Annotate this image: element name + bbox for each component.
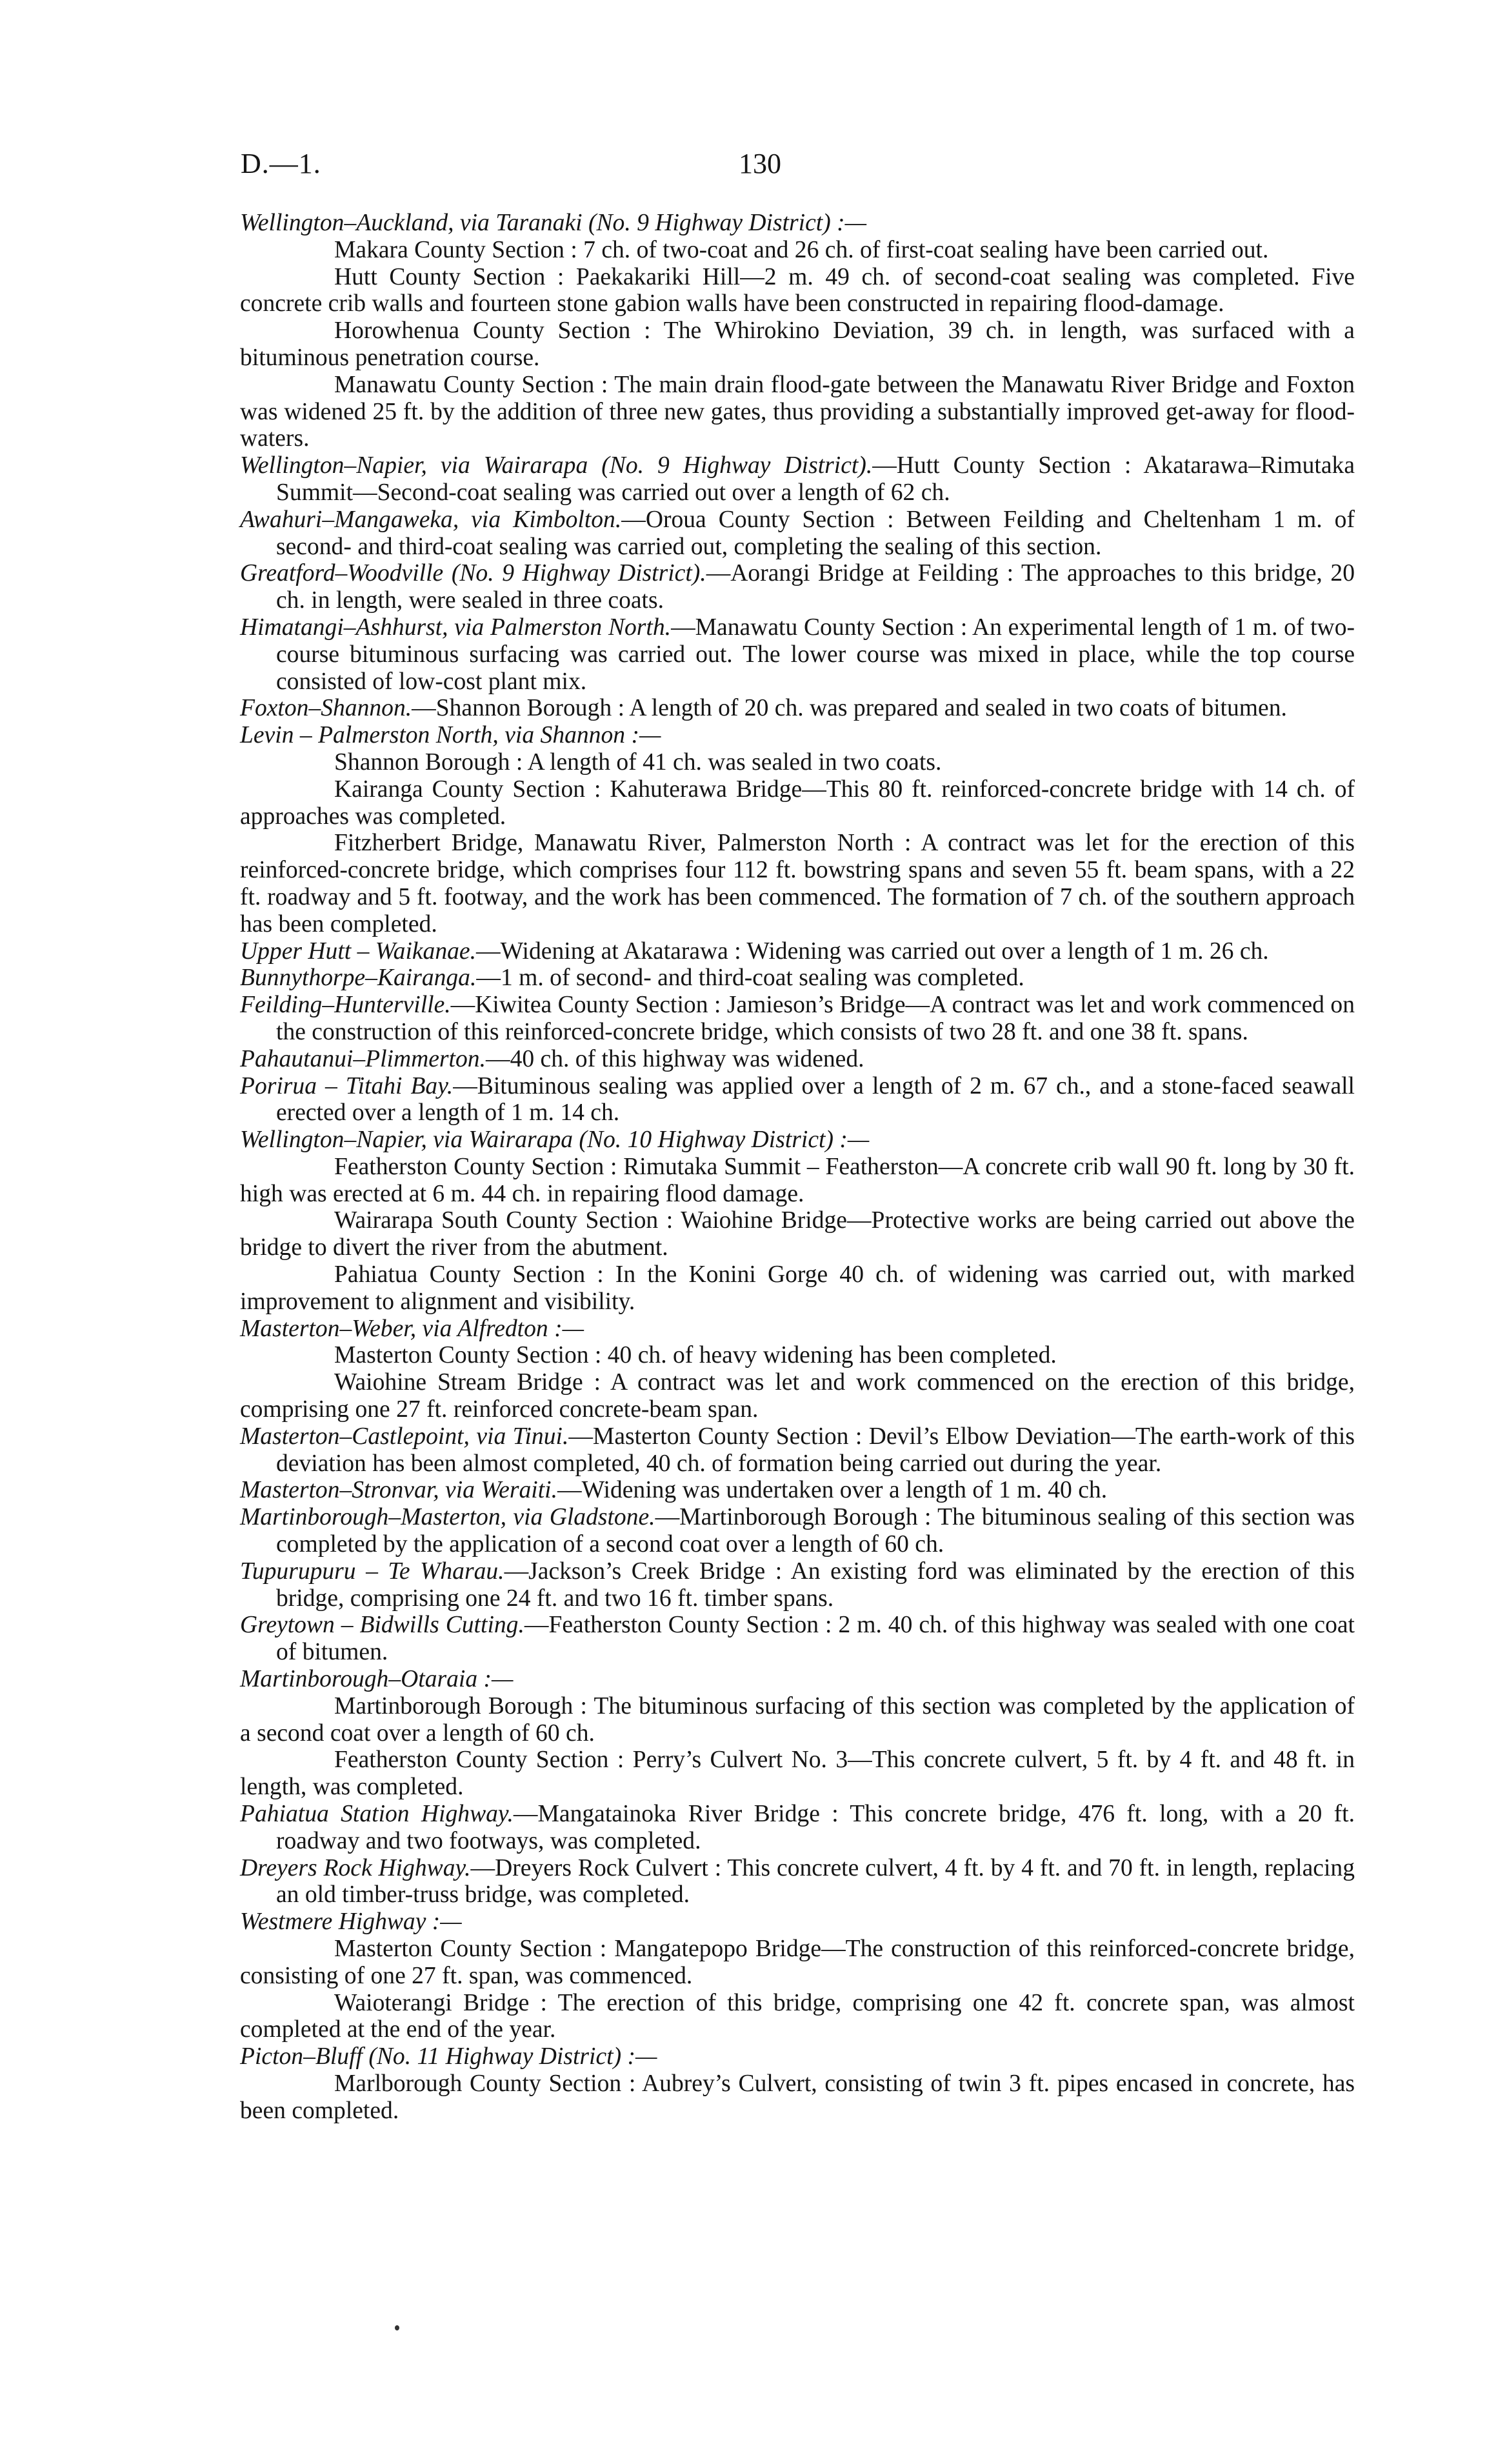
paragraph: Waiohine Stream Bridge : A contract was let and work commenced on the erection of this bridge, comprising one 27 ft. reinforced concrete-beam span.: [240, 1369, 1355, 1423]
entry-title: Feilding–Hunterville.: [240, 992, 451, 1019]
highway-entry: [240, 560, 1355, 614]
paragraph: Manawatu County Section : The main drain flood-gate between the Manawatu River Bridge and Foxton was widened 25 ft. by the addition of three new gates, thus providing a substantially improved get-away for flood-waters.: [240, 371, 1355, 452]
highway-entry: [240, 1423, 1355, 1477]
section-heading: Masterton–Weber, via Alfredton :—: [240, 1315, 584, 1342]
paragraph: Hutt County Section : Paekakariki Hill—2 m. 49 ch. of second-coat sealing was completed. Five concrete crib walls and fourteen stone gabion walls have been constructed in repairing flood-damage.: [240, 263, 1355, 317]
highway-entry: [240, 992, 1355, 1046]
entry-text: —40 ch. of this highway was widened.: [485, 1045, 864, 1072]
entry-title: Bunnythorpe–Kairanga.: [240, 965, 477, 992]
highway-entry: [240, 1073, 1355, 1127]
entry-text: —Jackson’s Creek Bridge : An existing ford was eliminated by the erection of this bridge, comprising one 24 ft. and two 16 ft. timber spans.: [276, 1558, 1355, 1612]
highway-entry: [240, 614, 1355, 695]
entry-title: Martinborough–Masterton, via Gladstone.: [240, 1504, 655, 1531]
entry-text: —Mangatainoka River Bridge : This concrete bridge, 476 ft. long, with a 20 ft. roadway and two footways, was completed.: [276, 1801, 1355, 1854]
paragraph: Pahiatua County Section : In the Konini Gorge 40 ch. of widening was carried out, with marked improvement to alignment and visibility.: [240, 1261, 1355, 1315]
highway-entry: [240, 695, 1355, 722]
section-heading: Wellington–Napier, via Wairarapa (No. 10 Highway District) :—: [240, 1127, 870, 1154]
highway-entry: [240, 965, 1355, 992]
paragraph: Marlborough County Section : Aubrey’s Culvert, consisting of twin 3 ft. pipes encased in concrete, has been completed.: [240, 2070, 1355, 2124]
entry-title: Wellington–Napier, via Wairarapa (No. 9 Highway District).: [240, 452, 873, 479]
highway-entry: [240, 1477, 1355, 1504]
section-heading: Westmere Highway :—: [240, 1908, 462, 1936]
highway-entry: [240, 1801, 1355, 1855]
paragraph: Kairanga County Section : Kahuterawa Bridge—This 80 ft. reinforced-concrete bridge with 14 ch. of approaches was completed.: [240, 776, 1355, 830]
entry-text: —1 m. of second- and third-coat sealing was completed.: [476, 965, 1024, 992]
entry-text: —Widening at Akatarawa : Widening was carried out over a length of 1 m. 26 ch.: [476, 937, 1269, 965]
highway-entry: [240, 452, 1355, 506]
report-body: [240, 210, 1355, 2125]
highway-entry: [240, 1558, 1355, 1612]
highway-entry: [240, 1504, 1355, 1558]
entry-title: Dreyers Rock Highway.: [240, 1854, 471, 1881]
entry-title: Tupurupuru – Te Wharau.: [240, 1558, 504, 1585]
entry-title: Masterton–Castlepoint, via Tinui.: [240, 1423, 569, 1450]
entry-title: Foxton–Shannon.: [240, 695, 412, 722]
section-heading: Levin – Palmerston North, via Shannon :—: [240, 722, 661, 749]
entry-title: Masterton–Stronvar, via Weraiti.: [240, 1477, 557, 1504]
paragraph: Masterton County Section : 40 ch. of heavy widening has been completed.: [334, 1342, 1057, 1369]
paragraph: Masterton County Section : Mangatepopo Bridge—The construction of this reinforced-concrete bridge, consisting of one 27 ft. span, was commenced.: [240, 1936, 1355, 1989]
entry-title: Upper Hutt – Waikanae.: [240, 937, 477, 965]
section-heading: Martinborough–Otaraia :—: [240, 1666, 514, 1693]
entry-text: —Oroua County Section : Between Feilding and Cheltenham 1 m. of second- and third-coat sealing was carried out, completing the sealing of this section.: [276, 506, 1355, 560]
entry-title: Awahuri–Mangaweka, via Kimbolton.: [240, 506, 622, 533]
entry-title: Greytown – Bidwills Cutting.: [240, 1612, 524, 1639]
entry-title: Porirua – Titahi Bay.: [240, 1072, 454, 1099]
entry-text: —Aorangi Bridge at Feilding : The approaches to this bridge, 20 ch. in length, were sealed in three coats.: [276, 560, 1355, 614]
highway-entry: [240, 506, 1355, 561]
entry-text: —Hutt County Section : Akatarawa–Rimutaka Summit—Second-coat sealing was carried out over a length of 62 ch.: [276, 452, 1355, 506]
entry-text: —Masterton County Section : Devil’s Elbow Deviation—The earth-work of this deviation has been almost completed, 40 ch. of formation being carried out during the year.: [276, 1423, 1355, 1477]
entry-title: Pahautanui–Plimmerton.: [240, 1045, 486, 1072]
paragraph: Makara County Section : 7 ch. of two-coat and 26 ch. of first-coat sealing have been carried out.: [334, 236, 1269, 263]
paragraph: Fitzherbert Bridge, Manawatu River, Palmerston North : A contract was let for the erection of this reinforced-concrete bridge, which comprises four 112 ft. bowstring spans and seven 55 ft. beam spans, with a 22 ft. roadway and 5 ft. footway, and the work has been commenced. The formation of 7 ch. of the southern approach has been completed.: [240, 830, 1355, 937]
section-heading: Wellington–Auckland, via Taranaki (No. 9 Highway District) :—: [240, 210, 867, 236]
entry-text: —Widening was undertaken over a length of 1 m. 40 ch.: [557, 1477, 1108, 1504]
paragraph: Shannon Borough : A length of 41 ch. was sealed in two coats.: [334, 748, 942, 776]
paragraph: Featherston County Section : Rimutaka Summit – Featherston—A concrete crib wall 90 ft. long by 30 ft. high was erected at 6 m. 44 ch. in repairing flood damage.: [240, 1153, 1355, 1207]
entry-text: —Dreyers Rock Culvert : This concrete culvert, 4 ft. by 4 ft. and 70 ft. in length, replacing an old timber-truss bridge, was completed.: [276, 1854, 1355, 1908]
entry-text: —Martinborough Borough : The bituminous sealing of this section was completed by the application of a second coat over a length of 60 ch.: [276, 1504, 1355, 1558]
highway-entry: [240, 1046, 1355, 1073]
paragraph: Horowhenua County Section : The Whirokino Deviation, 39 ch. in length, was surfaced with a bituminous penetration course.: [240, 317, 1355, 371]
paragraph: Featherston County Section : Perry’s Culvert No. 3—This concrete culvert, 5 ft. by 4 ft. and 48 ft. in length, was completed.: [240, 1747, 1355, 1801]
highway-entry: [240, 1855, 1355, 1909]
entry-title: Himatangi–Ashhurst, via Palmerston North.: [240, 614, 672, 641]
entry-title: Greatford–Woodville (No. 9 Highway District).: [240, 560, 706, 587]
entry-title: Pahiatua Station Highway.: [240, 1801, 514, 1828]
entry-text: —Kiwitea County Section : Jamieson’s Bridge—A contract was let and work commenced on the construction of this reinforced-concrete bridge, which consists of two 28 ft. and one 38 ft. spans.: [276, 992, 1355, 1045]
entry-text: —Manawatu County Section : An experimental length of 1 m. of two-course bituminous surfacing was carried out. The lower course was mixed in place, while the top course consisted of low-cost plant mix.: [276, 614, 1355, 695]
paragraph: Martinborough Borough : The bituminous surfacing of this section was completed by the application of a second coat over a length of 60 ch.: [240, 1692, 1355, 1747]
highway-entry: [240, 938, 1355, 965]
paragraph: Waioterangi Bridge : The erection of this bridge, comprising one 42 ft. concrete span, was almost completed at the end of the year.: [240, 1989, 1355, 2043]
entry-text: —Shannon Borough : A length of 20 ch. was prepared and sealed in two coats of bitumen.: [412, 695, 1287, 722]
paragraph: Wairarapa South County Section : Waiohine Bridge—Protective works are being carried out above the bridge to divert the river from the abutment.: [240, 1207, 1355, 1261]
highway-entry: [240, 1612, 1355, 1666]
page-header-reference: D.—1.: [241, 148, 321, 179]
ink-speck: [395, 2325, 399, 2330]
section-heading: Picton–Bluff (No. 11 Highway District) :—: [240, 2043, 657, 2070]
entry-text: —Bituminous sealing was applied over a length of 2 m. 67 ch., and a stone-faced seawall erected over a length of 1 m. 14 ch.: [276, 1072, 1355, 1127]
entry-text: —Featherston County Section : 2 m. 40 ch. of this highway was sealed with one coat of bitumen.: [276, 1612, 1355, 1666]
page-number: 130: [739, 148, 781, 179]
